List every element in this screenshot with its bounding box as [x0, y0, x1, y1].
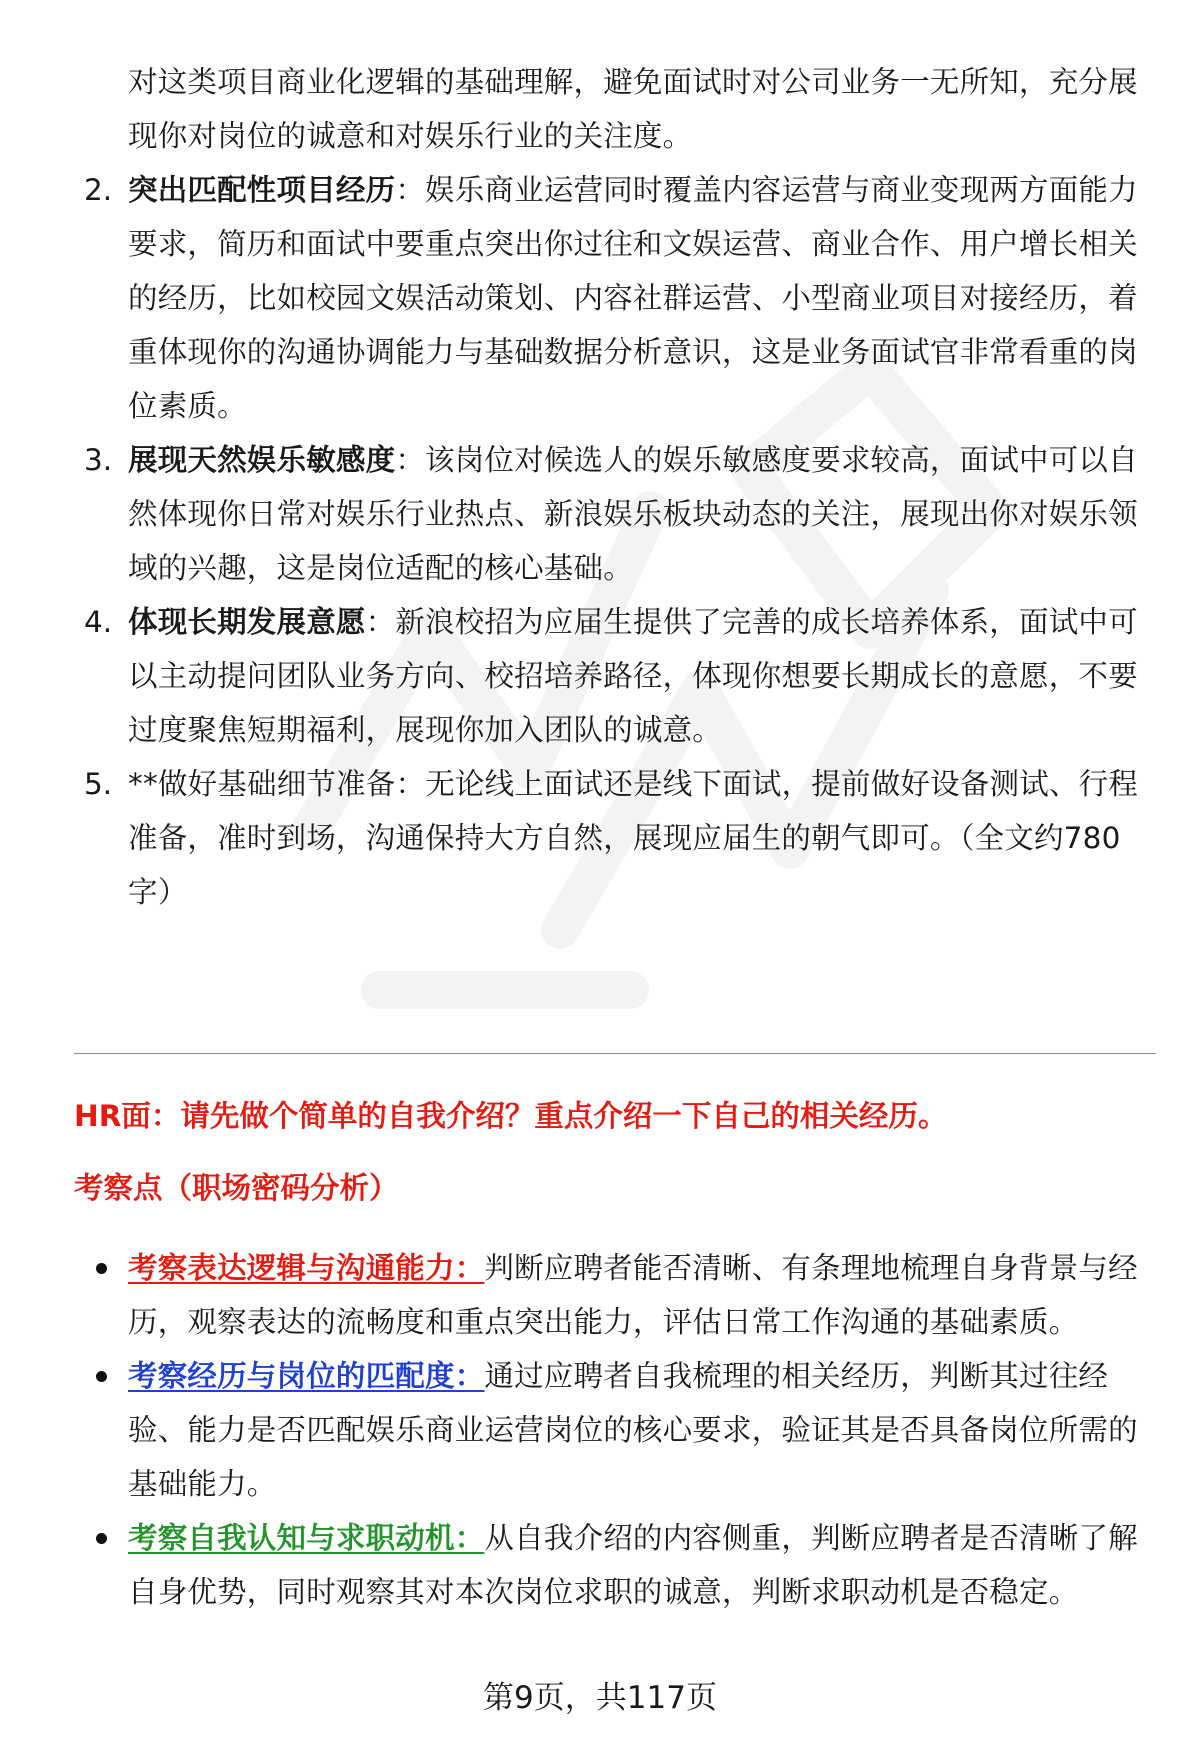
bullet-keyword: 考察经历与岗位的匹配度： — [128, 1359, 485, 1393]
list-item-title: 体现长期发展意愿 — [128, 605, 366, 639]
paragraph-line: 准备，准时到场，沟通保持大方自然，展现应届生的朝气即可。（全文约780 — [128, 821, 1121, 855]
list-item-text: ：新浪校招为应届生提供了完善的成长培养体系，面试中可 — [365, 605, 1138, 639]
paragraph-line: 对这类项目商业化逻辑的基础理解，避免面试时对公司业务一无所知，充分展 — [128, 65, 1138, 99]
paragraph-line: 验、能力是否匹配娱乐商业运营岗位的核心要求，验证其是否具备岗位所需的 — [128, 1413, 1138, 1447]
paragraph-line: 的经历，比如校园文娱活动策划、内容社群运营、小型商业项目对接经历，着 — [128, 281, 1138, 315]
bullet-keyword: 考察表达逻辑与沟通能力： — [128, 1251, 485, 1285]
analysis-subheading: 考察点（职场密码分析） — [74, 1171, 399, 1205]
bullet-first-line — [128, 1248, 1148, 1288]
paragraph-line: 然体现你日常对娱乐行业热点、新浪娱乐板块动态的关注，展现出你对娱乐领 — [128, 497, 1138, 531]
list-number: 5. — [84, 767, 113, 801]
list-number: 2. — [84, 173, 113, 207]
list-item-text: ：该岗位对候选人的娱乐敏感度要求较高，面试中可以自 — [395, 443, 1138, 477]
list-item-first-line — [128, 764, 1148, 804]
bullet-keyword: 考察自我认知与求职动机： — [128, 1521, 485, 1555]
bullet-text: 通过应聘者自我梳理的相关经历，判断其过往经 — [484, 1359, 1109, 1393]
paragraph-line: 自身优势，同时观察其对本次岗位求职的诚意，判断求职动机是否稳定。 — [128, 1575, 1079, 1609]
page-number-footer: 第9页，共117页 — [483, 1680, 717, 1716]
paragraph-line: 历，观察表达的流畅度和重点突出能力，评估日常工作沟通的基础素质。 — [128, 1305, 1079, 1339]
section-divider — [74, 1053, 1156, 1054]
bullet-first-line — [128, 1356, 1148, 1396]
list-item-first-line — [128, 602, 1148, 642]
list-item-first-line — [128, 170, 1148, 210]
bullet-dot — [96, 1263, 107, 1274]
bullet-dot — [96, 1371, 107, 1382]
list-item-title: 展现天然娱乐敏感度 — [128, 443, 396, 477]
bullet-text: 从自我介绍的内容侧重，判断应聘者是否清晰了解 — [484, 1521, 1138, 1555]
list-number: 4. — [84, 605, 113, 639]
list-item-text: ：娱乐商业运营同时覆盖内容运营与商业变现两方面能力 — [395, 173, 1138, 207]
paragraph-line: 字） — [128, 875, 188, 909]
paragraph-line: 现你对岗位的诚意和对娱乐行业的关注度。 — [128, 119, 693, 153]
paragraph-line: 重体现你的沟通协调能力与基础数据分析意识，这是业务面试官非常看重的岗 — [128, 335, 1138, 369]
paragraph-line: 位素质。 — [128, 389, 247, 423]
bullet-dot — [96, 1533, 107, 1544]
bullet-text: 判断应聘者能否清晰、有条理地梳理自身背景与经 — [484, 1251, 1138, 1285]
list-number: 3. — [84, 443, 113, 477]
paragraph-line: 要求，简历和面试中要重点突出你过往和文娱运营、商业合作、用户增长相关 — [128, 227, 1138, 261]
paragraph-line: 以主动提问团队业务方向、校招培养路径，体现你想要长期成长的意愿，不要 — [128, 659, 1138, 693]
paragraph-line: 基础能力。 — [128, 1467, 277, 1501]
paragraph-line: 域的兴趣，这是岗位适配的核心基础。 — [128, 551, 633, 585]
hr-question-heading: HR面：请先做个简单的自我介绍？重点介绍一下自己的相关经历。 — [74, 1099, 948, 1133]
list-item-text: **做好基础细节准备：无论线上面试还是线下面试，提前做好设备测试、行程 — [128, 767, 1139, 801]
list-item-title: 突出匹配性项目经历 — [128, 173, 396, 207]
paragraph-line: 过度聚焦短期福利，展现你加入团队的诚意。 — [128, 713, 723, 747]
bullet-first-line — [128, 1518, 1148, 1558]
list-item-first-line — [128, 440, 1148, 480]
